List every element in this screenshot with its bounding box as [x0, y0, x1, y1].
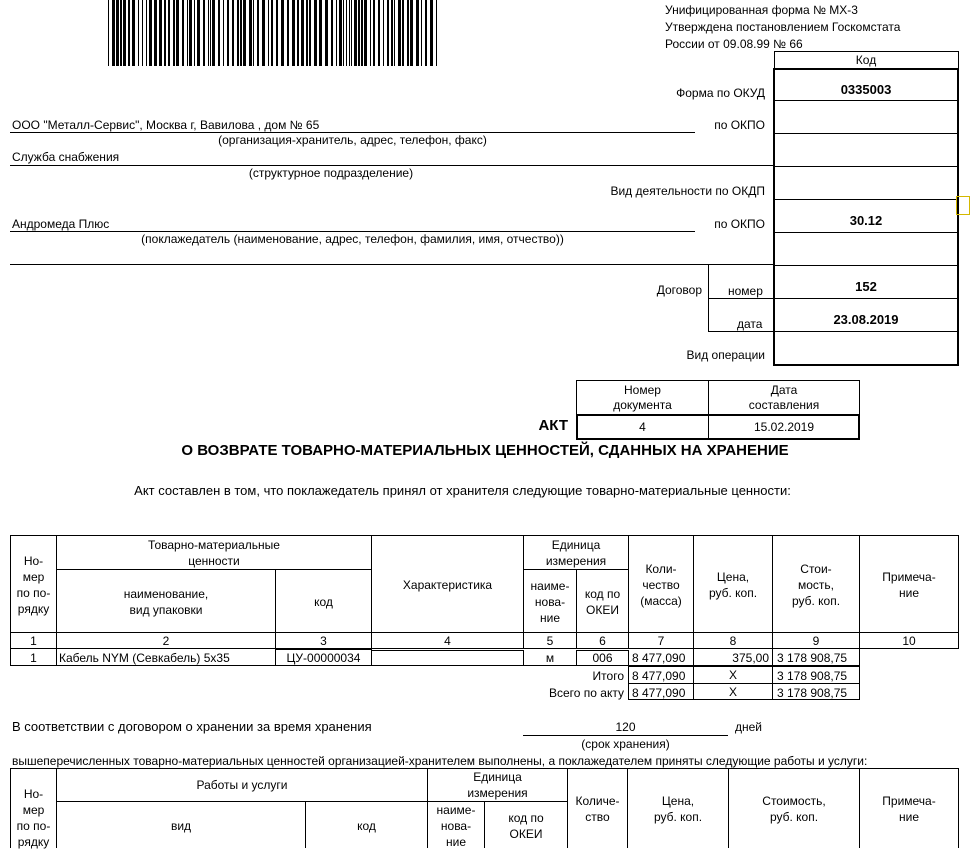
t2-h-price: Цена, руб. коп.: [653, 794, 703, 824]
okud-value[interactable]: 0335003: [840, 82, 892, 97]
t1-colnum-10: 10: [902, 633, 916, 648]
barcode-bar: [176, 0, 179, 66]
t1-h-tmc: Товарно-материальные ценности: [148, 537, 280, 568]
barcode-bar: [370, 0, 371, 66]
barcode-bar: [218, 0, 220, 66]
t1-h-note: Примеча- ние: [882, 569, 936, 600]
barcode: [108, 0, 442, 66]
t2-h-qty: Количе- ство: [575, 794, 620, 824]
barcode-bar: [210, 0, 211, 66]
barcode-bar: [402, 0, 404, 66]
doc-num-header: Номер документа: [613, 382, 672, 412]
t1-h-char: Характеристика: [402, 577, 493, 592]
keeper-caption: (организация-хранитель, адрес, телефон, факс): [218, 133, 487, 147]
barcode-bar: [128, 0, 130, 66]
barcode-bar: [351, 0, 352, 66]
barcode-bar: [232, 0, 234, 66]
barcode-bar: [410, 0, 413, 66]
barcode-bar: [187, 0, 188, 66]
t1-row-char[interactable]: [372, 649, 523, 666]
barcode-bar: [123, 0, 126, 66]
vsego-qty: 8 477,090: [632, 686, 686, 700]
barcode-bar: [325, 0, 328, 66]
barcode-bar: [159, 0, 162, 66]
barcode-bar: [425, 0, 427, 66]
kod-label: Код: [855, 53, 877, 67]
keeper-name[interactable]: ООО "Металл-Сервис", Москва г, Вавилова , дом № 65: [12, 118, 320, 132]
t1-h-num: Но- мер по по- рядку: [16, 553, 51, 616]
barcode-bar: [309, 0, 311, 66]
barcode-bar: [154, 0, 157, 66]
vid-operacii-label: Вид операции: [686, 348, 765, 362]
barcode-bar: [358, 0, 360, 66]
t2-h-num: Но- мер по по- рядку: [16, 786, 51, 849]
barcode-bar: [361, 0, 363, 66]
selection-marker: [956, 196, 970, 215]
form-line-3: России от 09.08.99 № 66: [665, 37, 803, 51]
barcode-bar: [407, 0, 409, 66]
t1-h-name: наименование, вид упаковки: [123, 586, 209, 617]
okud-label: Форма по ОКУД: [676, 86, 765, 100]
act-title: О ВОЗВРАТЕ ТОВАРНО-МАТЕРИАЛЬНЫХ ЦЕННОСТЕЙ, СДАННЫХ НА ХРАНЕНИЕ: [181, 442, 789, 459]
barcode-bar: [306, 0, 308, 66]
barcode-bar: [142, 0, 143, 66]
barcode-bar: [149, 0, 152, 66]
storage-days-label: дней: [735, 720, 763, 734]
barcode-bar: [138, 0, 139, 66]
storage-text-1: В соответствии с договором о хранении за время хранения: [12, 719, 372, 734]
t2-h-sum: Стоимость, руб. коп.: [762, 794, 826, 824]
okpo2-label: по ОКПО: [714, 217, 765, 231]
barcode-bar: [197, 0, 200, 66]
barcode-bar: [271, 0, 273, 66]
itogo-price: X: [728, 668, 737, 682]
barcode-bar: [354, 0, 357, 66]
barcode-bar: [168, 0, 170, 66]
barcode-bar: [378, 0, 380, 66]
barcode-bar: [212, 0, 215, 66]
barcode-bar: [349, 0, 350, 66]
t1-h-code: код: [314, 594, 333, 609]
barcode-bar: [120, 0, 122, 66]
barcode-bar: [364, 0, 367, 66]
t1-colnum-5: 5: [546, 633, 554, 648]
barcode-bar: [394, 0, 395, 66]
barcode-bar: [262, 0, 265, 66]
division-caption: (структурное подразделение): [248, 166, 414, 180]
barcode-bar: [292, 0, 295, 66]
t1-colnum-4: 4: [444, 633, 451, 648]
storage-days-caption: (срок хранения): [581, 737, 670, 751]
t1-row-code[interactable]: ЦУ-00000034: [286, 650, 361, 665]
barcode-bar: [373, 0, 375, 66]
t1-h-unit-name: наиме- нова- ние: [530, 578, 570, 625]
barcode-bar: [387, 0, 389, 66]
barcode-bar: [346, 0, 347, 66]
barcode-bar: [287, 0, 289, 66]
barcode-bar: [227, 0, 229, 66]
doc-num-value[interactable]: 4: [639, 420, 646, 434]
storage-days-value[interactable]: 120: [615, 720, 636, 734]
barcode-bar: [253, 0, 254, 66]
barcode-bar: [336, 0, 337, 66]
okpo-label: по ОКПО: [714, 118, 765, 132]
t1-row-num: 1: [30, 650, 37, 665]
barcode-bar: [257, 0, 259, 66]
barcode-bar: [339, 0, 342, 66]
doc-date-value[interactable]: 15.02.2019: [753, 420, 815, 434]
t1-colnum-6: 6: [599, 633, 606, 648]
barcode-bar: [189, 0, 192, 66]
t1-row-qty[interactable]: 8 477,090: [632, 651, 686, 665]
t2-h-code: код: [357, 819, 376, 833]
itogo-qty: 8 477,090: [632, 669, 686, 683]
t1-h-price: Цена, руб. коп.: [708, 569, 758, 600]
form-line-2: Утверждена постановлением Госкомстата: [665, 20, 901, 34]
act-label: АКТ: [538, 417, 568, 434]
barcode-bar: [132, 0, 135, 66]
t1-row-price[interactable]: 375,00: [732, 651, 769, 665]
barcode-bar: [398, 0, 401, 66]
depositor-name[interactable]: Андромеда Плюс: [12, 217, 110, 231]
vsego-sum: 3 178 908,75: [777, 686, 848, 700]
dogovor-number-value[interactable]: 152: [855, 279, 877, 294]
barcode-bar: [112, 0, 115, 66]
barcode-bar: [421, 0, 422, 66]
t1-row-name[interactable]: Кабель NYM (Севкабель) 5х35: [59, 651, 230, 665]
t1-colnum-3: 3: [320, 633, 327, 648]
barcode-bar: [268, 0, 269, 66]
barcode-bar: [314, 0, 317, 66]
okdp-label: Вид деятельности по ОКДП: [610, 184, 765, 198]
vsego-price: X: [728, 685, 737, 699]
barcode-bar: [116, 0, 119, 66]
t1-row-note[interactable]: [860, 649, 958, 666]
t1-h-sum: Стои- мость, руб. коп.: [791, 561, 841, 608]
doc-date-header: Дата составления: [748, 382, 820, 412]
t2-h-unit-name: наиме- нова- ние: [436, 803, 476, 849]
barcode-bar: [276, 0, 278, 66]
barcode-bar: [331, 0, 333, 66]
depositor-caption: (поклажедатель (наименование, адрес, телефон, фамилия, имя, отчество)): [141, 232, 564, 246]
barcode-bar: [416, 0, 419, 66]
t1-colnum-8: 8: [729, 633, 737, 648]
t1-colnum-1: 1: [30, 633, 37, 648]
t1-colnum-9: 9: [812, 633, 820, 648]
t1-h-qty: Коли- чество (масса): [640, 561, 682, 608]
itogo-sum: 3 178 908,75: [777, 669, 848, 683]
t2-h-vid: вид: [170, 819, 192, 833]
t1-colnum-7: 7: [657, 633, 665, 648]
barcode-bar: [146, 0, 147, 66]
barcode-bar: [240, 0, 242, 66]
t2-h-unit-okei: код по ОКЕИ: [508, 811, 544, 841]
okpo2-value[interactable]: 30.12: [849, 213, 883, 228]
barcode-bar: [164, 0, 166, 66]
barcode-bar: [173, 0, 175, 66]
t2-h-unit: Единица измерения: [467, 770, 528, 800]
t1-row-unit: м: [545, 650, 555, 665]
t1-colnum-2: 2: [162, 633, 170, 648]
act-intro: Акт составлен в том, что поклажедатель принял от хранителя следующие товарно-материальные ценности:: [134, 483, 791, 498]
t1-h-unit-okei: код по ОКЕИ: [584, 586, 621, 617]
barcode-bar: [301, 0, 304, 66]
t1-h-unit: Единица измерения: [545, 537, 607, 568]
itogo-label: Итого: [592, 669, 624, 683]
barcode-bar: [430, 0, 433, 66]
t1-row-sum: 3 178 908,75: [777, 651, 848, 665]
t2-h-works: Работы и услуги: [196, 778, 288, 792]
barcode-bar: [194, 0, 195, 66]
barcode-bar: [237, 0, 239, 66]
division-name[interactable]: Служба снабжения: [12, 150, 120, 164]
dogovor-date-value[interactable]: 23.08.2019: [833, 312, 899, 327]
barcode-bar: [203, 0, 205, 66]
t1-row-okei: 006: [592, 650, 613, 665]
barcode-bar: [249, 0, 252, 66]
barcode-bar: [436, 0, 437, 66]
barcode-bar: [243, 0, 246, 66]
storage-text-2: вышеперечисленных товарно-материальных ценностей организацией-хранителем выполнены, а поклажедателем приняты следующие работы и услуги:: [12, 754, 868, 768]
barcode-bar: [223, 0, 224, 66]
form-line-1: Унифицированная форма № МХ-3: [665, 3, 858, 17]
data-label: дата: [737, 317, 763, 331]
barcode-bar: [108, 0, 109, 66]
barcode-bar: [383, 0, 384, 66]
vsego-label: Всего по акту: [549, 686, 624, 700]
barcode-bar: [208, 0, 209, 66]
barcode-bar: [297, 0, 299, 66]
dogovor-label: Договор: [656, 283, 702, 297]
t2-h-note: Примеча- ние: [882, 794, 936, 824]
barcode-bar: [391, 0, 393, 66]
barcode-bar: [182, 0, 184, 66]
nomer-label: номер: [728, 284, 763, 298]
barcode-bar: [281, 0, 284, 66]
barcode-bar: [319, 0, 322, 66]
barcode-bar: [343, 0, 344, 66]
